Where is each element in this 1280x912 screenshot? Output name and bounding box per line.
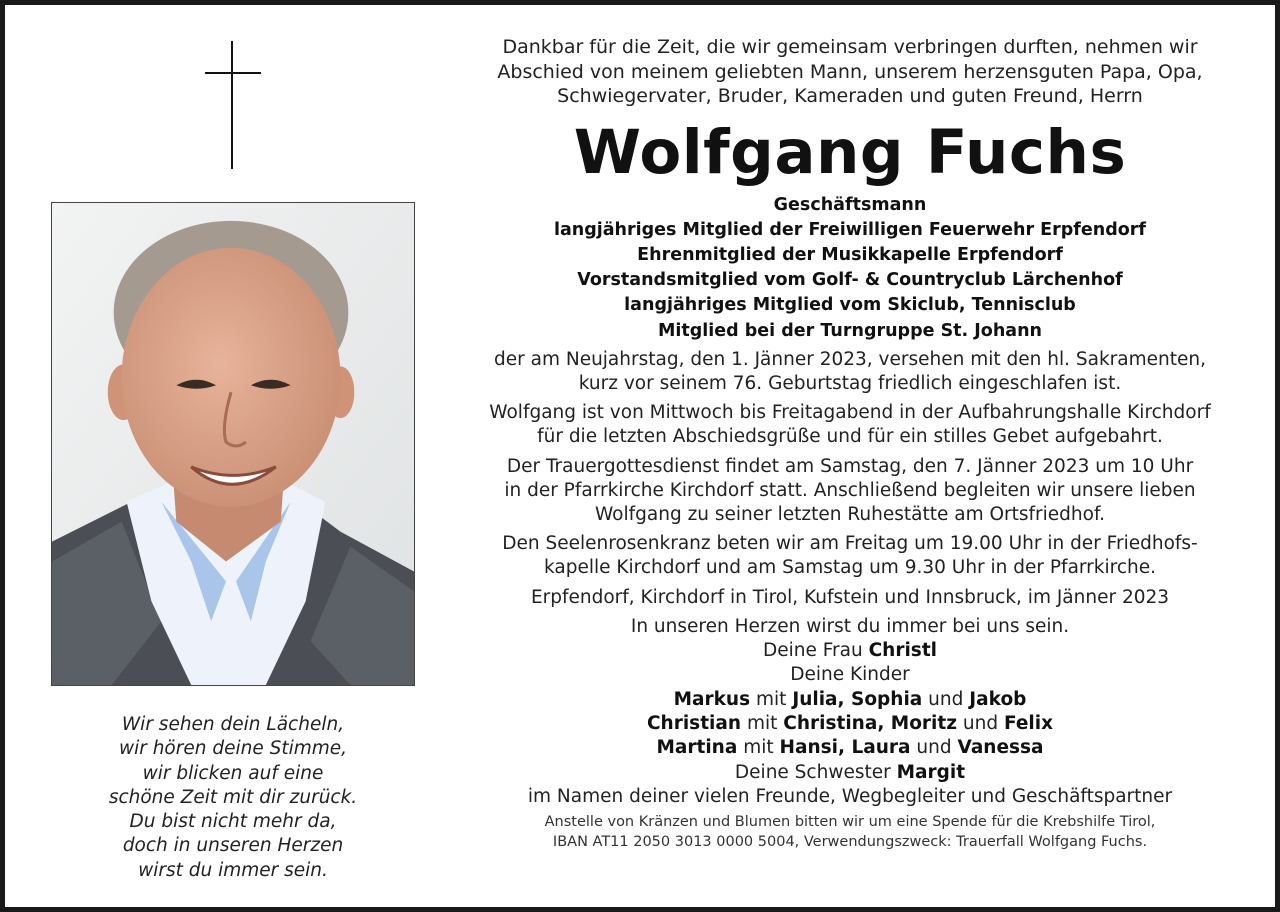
portrait-photo bbox=[51, 202, 415, 686]
passing-paragraph bbox=[455, 348, 1245, 396]
connector: mit bbox=[746, 712, 778, 734]
connector: und bbox=[962, 712, 999, 734]
child-name: Christian bbox=[646, 712, 742, 734]
role-line: Geschäftsmann bbox=[773, 194, 927, 215]
child-name: Martina bbox=[656, 737, 738, 759]
memorial-poem bbox=[61, 713, 405, 883]
child-line bbox=[455, 736, 1245, 760]
text-line: in der Pfarrkirche Kirchdorf statt. Anschließend begleiten wir unsere lieben bbox=[504, 479, 1196, 501]
text-line: für die letzten Abschiedsgrüße und für ein stilles Gebet aufgebahrt. bbox=[537, 426, 1163, 448]
rosary-paragraph bbox=[455, 532, 1245, 580]
intro-line: Abschied von meinem geliebten Mann, unserem herzensguten Papa, Opa, bbox=[497, 60, 1203, 83]
wife-name: Christl bbox=[868, 640, 938, 662]
poem-line: wirst du immer sein. bbox=[138, 859, 328, 881]
connector: mit bbox=[743, 737, 774, 759]
place-date-line bbox=[455, 586, 1245, 610]
roles-list bbox=[455, 193, 1245, 344]
intro-line: Schwiegervater, Bruder, Kameraden und guten Freund, Herrn bbox=[557, 85, 1143, 107]
role-line: langjähriges Mitglied der Freiwilligen Feuerwehr Erpfendorf bbox=[553, 219, 1147, 240]
funeral-service-paragraph bbox=[455, 455, 1245, 528]
text-line: kurz vor seinem 76. Geburtstag friedlich eingeschlafen ist. bbox=[578, 372, 1122, 394]
role-line: Mitglied bei der Turngruppe St. Johann bbox=[657, 320, 1043, 341]
intro-text bbox=[455, 35, 1245, 109]
poem-line: doch in unseren Herzen bbox=[122, 835, 344, 857]
child-line bbox=[455, 688, 1245, 712]
notice-text-column bbox=[455, 35, 1245, 852]
donation-note bbox=[455, 812, 1245, 852]
family-names: Julia, Sophia bbox=[792, 688, 923, 710]
note-line: IBAN AT11 2050 3013 0000 5004, Verwendungszweck: Trauerfall Wolfgang Fuchs. bbox=[552, 834, 1148, 851]
family-names: Hansi, Laura bbox=[779, 737, 911, 759]
poem-line: schöne Zeit mit dir zurück. bbox=[108, 786, 358, 808]
cross-icon bbox=[205, 41, 261, 169]
intro-line: Dankbar für die Zeit, die wir gemeinsam verbringen durften, nehmen wir bbox=[502, 36, 1198, 58]
friends-line: im Namen deiner vielen Freunde, Wegbegleiter und Geschäftspartner bbox=[527, 785, 1173, 807]
child-line bbox=[455, 712, 1245, 736]
role-line: Vorstandsmitglied vom Golf- & Countryclub Lärchenhof bbox=[577, 270, 1123, 291]
note-line: Anstelle von Kränzen und Blumen bitten wir um eine Spende für die Krebshilfe Tirol, bbox=[544, 814, 1156, 831]
sister-line bbox=[455, 761, 1245, 785]
heart-line: In unseren Herzen wirst du immer bei uns sein. bbox=[630, 615, 1070, 637]
family-names: Christina, Moritz bbox=[783, 712, 957, 734]
poem-line: wir hören deine Stimme, bbox=[118, 738, 348, 760]
text-line: kapelle Kirchdorf und am Samstag um 9.30 Uhr in der Pfarrkirche. bbox=[544, 557, 1156, 579]
family-names: Vanessa bbox=[957, 737, 1044, 759]
text-line: Erpfendorf, Kirchdorf in Tirol, Kufstein und Innsbruck, im Jänner 2023 bbox=[530, 586, 1170, 608]
role-line: Ehrenmitglied der Musikkapelle Erpfendorf bbox=[637, 244, 1063, 265]
text-line: Den Seelenrosenkranz beten wir am Freitag um 19.00 Uhr in der Friedhofs- bbox=[502, 533, 1198, 555]
family-names: Felix bbox=[1003, 712, 1054, 734]
text-line: Wolfgang ist von Mittwoch bis Freitagabend in der Aufbahrungshalle Kirchdorf bbox=[489, 402, 1211, 424]
connector: und bbox=[916, 737, 952, 759]
viewing-paragraph bbox=[455, 401, 1245, 449]
connector: mit bbox=[756, 688, 787, 710]
sister-name: Margit bbox=[896, 761, 966, 783]
connector: und bbox=[928, 688, 964, 710]
deceased-name: Wolfgang Fuchs bbox=[573, 116, 1127, 188]
children-heading: Deine Kinder bbox=[790, 664, 910, 686]
sister-prefix: Deine Schwester bbox=[734, 761, 891, 783]
poem-line: Du bist nicht mehr da, bbox=[129, 811, 337, 833]
wife-prefix: Deine Frau bbox=[762, 640, 863, 662]
child-name: Markus bbox=[673, 688, 751, 710]
text-line: Der Trauergottesdienst findet am Samstag, den 7. Jänner 2023 um 10 Uhr bbox=[506, 455, 1194, 477]
role-line: langjähriges Mitglied vom Skiclub, Tennisclub bbox=[624, 295, 1076, 316]
text-line: der am Neujahrstag, den 1. Jänner 2023, versehen mit den hl. Sakramenten, bbox=[494, 348, 1206, 370]
text-line: Wolfgang zu seiner letzten Ruhestätte am Ortsfriedhof. bbox=[594, 503, 1106, 525]
wife-line bbox=[455, 639, 1245, 663]
poem-line: Wir sehen dein Lächeln, bbox=[121, 714, 345, 735]
family-names: Jakob bbox=[969, 688, 1027, 710]
family-signatures bbox=[455, 615, 1245, 809]
poem-line: wir blicken auf eine bbox=[142, 762, 324, 784]
